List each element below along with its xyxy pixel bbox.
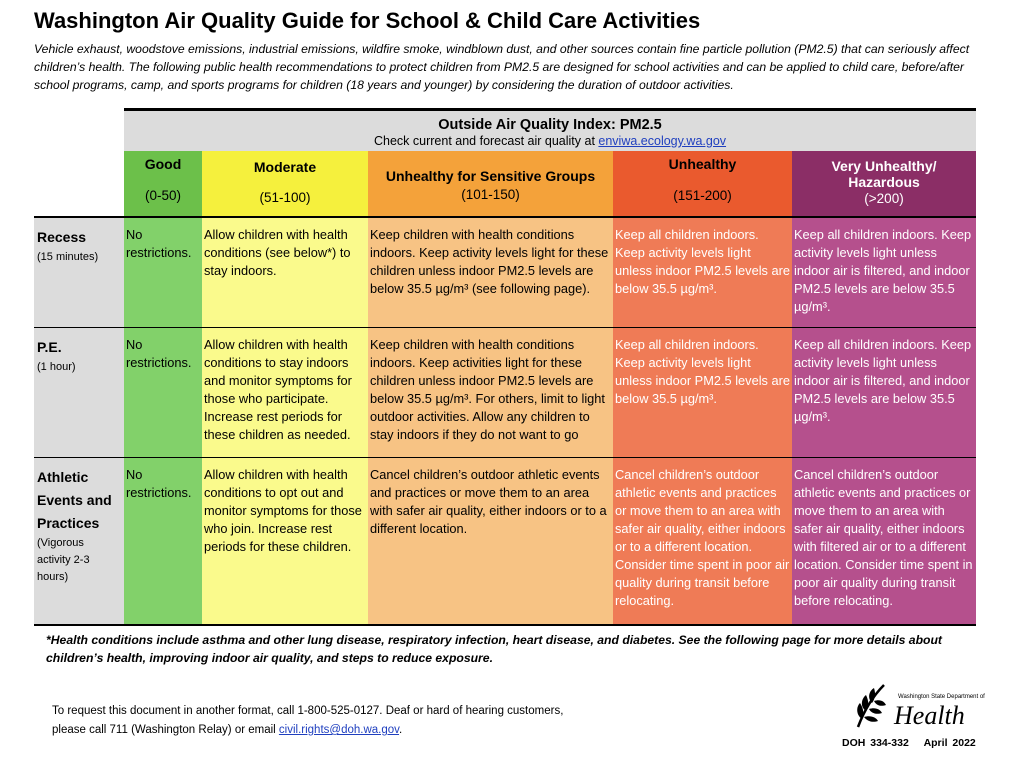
level-very-unhealthy-name: Very Unhealthy/ Hazardous [831,158,937,190]
cell-moderate: Allow children with health conditions (see below*) to stay indoors. [202,217,368,327]
cell-good: No restrictions. [124,327,202,457]
intro-line-3: before/after school programs, camp, and sports programs for children (18 years and younger) by considering the duration of outdoor activities. [34,60,964,92]
cell-very-unhealthy: Keep all children indoors. Keep activity levels light unless indoor air is filtered, and indoor PM2.5 levels are below 35.5 µg/m³. [792,217,976,327]
level-moderate-range: (51-100) [259,190,311,205]
cell-good: No restrictions. [124,217,202,327]
contact-line-1: To request this document in another format, call 1-800-525-0127. Deaf or hard of hearing customers, [52,705,564,717]
row-label-title: P.E. [37,338,62,355]
civil-rights-email-link[interactable]: civil.rights@doh.wa.gov [278,724,400,736]
cell-usg: Cancel children’s outdoor athletic events and practices or move them to an area with safer air quality, either indoors or to a different location. [368,457,613,625]
logo-health-word: Health [894,701,965,730]
cell-unhealthy: Cancel children’s outdoor athletic events and practices or move them to an area with safer air quality, either indoors or to a different location. Consider time spent in poor air quality during transit before relocating. [613,457,792,625]
cell-unhealthy: Keep all children indoors. Keep activity levels light unless indoor PM2.5 levels are below 35.5 µg/m³. [613,217,792,327]
contact-line-2-text: please call 711 (Washington Relay) or email [52,724,279,736]
row-label [34,217,124,327]
cell-usg: Keep children with health conditions indoors. Keep activity levels light for these children unless indoor PM2.5 levels are below 35.5 µg/m³ (see following page). [368,217,613,327]
air-quality-link[interactable]: enviwa.ecology.wa.gov [598,134,727,148]
row-recess [34,217,976,327]
logo-dept-text: Washington State Department of [898,694,985,700]
level-moderate-header [202,151,368,217]
table-subheading-text: Check current and forecast air quality at [373,134,599,148]
level-unhealthy-range: (151-200) [673,188,732,203]
cell-usg: Keep children with health conditions indoors. Keep activities light for these children unless indoor PM2.5 levels are below 35.5 µg/m³. For others, limit to light outdoor activities. Allow any children to stay indoors if they do not want to go [368,327,613,457]
health-conditions-footnote: *Health conditions include asthma and other lung disease, respiratory infection, heart disease, and diabetes. See the following page for more details about children’s health, improving indoor air quality, and steps to reduce exposure. [46,633,942,665]
table-corner [34,110,124,152]
table-heading-sub [124,133,976,148]
level-good-name: Good [144,156,182,172]
intro-paragraph [34,40,994,94]
table-heading [124,110,976,152]
cell-unhealthy: Keep all children indoors. Keep activity levels light unless indoor PM2.5 levels are below 35.5 µg/m³. [613,327,792,457]
row-pe [34,327,976,457]
row-label-sub: (1 hour) [37,360,76,373]
cell-moderate: Allow children with health conditions to stay indoors and monitor symptoms for those who participate. Increase rest periods for these children as needed. [202,327,368,457]
level-very-unhealthy-range: (>200) [864,191,904,206]
cell-moderate: Allow children with health conditions to opt out and monitor symptoms for those who join. Increase rest periods for these children. [202,457,368,625]
level-usg-name: Unhealthy for Sensitive Groups [385,168,596,184]
level-good-range: (0-50) [144,188,181,203]
row-label-title: Recess [37,229,87,245]
table-heading-title: Outside Air Quality Index: PM2.5 [438,117,662,133]
level-unhealthy-name: Unhealthy [668,156,737,172]
intro-line-2: affect children’s health. The following public health recommendations to protect children from PM2.5 are designed for school activities and can be applied to child care, [34,42,970,74]
level-unhealthy-header [613,151,792,217]
doc-number: DOH 334-332 [842,737,909,749]
level-moderate-name: Moderate [253,159,317,175]
contact-line-2 [52,721,612,740]
intro-line-1: Vehicle exhaust, woodstove emissions, industrial emissions, wildfire smoke, windblown dust, and other sources contain fine particle pollution (PM2.5) that can seriously [34,42,936,56]
wheat-feather-icon [852,681,892,731]
doh-logo [852,681,985,731]
row-label [34,457,124,625]
doc-date: April 2022 [923,737,976,749]
level-usg-header [368,151,613,217]
row-label [34,327,124,457]
contact-info [52,702,612,740]
row-athletic [34,457,976,625]
level-very-unhealthy-header [792,151,976,217]
cell-good: No restrictions. [124,457,202,625]
level-good-header [124,151,202,217]
aqi-guide-table [34,108,976,626]
page-title: Washington Air Quality Guide for School & Child Care Activities [34,8,701,33]
cell-very-unhealthy: Keep all children indoors. Keep activity levels light unless indoor air is filtered, and indoor PM2.5 levels are below 35.5 µg/m³. [792,327,976,457]
row-label-sub: (15 minutes) [37,251,99,263]
contact-line-2-end: . [399,724,403,736]
row-label-title: Athletic Events and Practices [37,468,112,531]
row-label-sub: (Vigorous activity 2-3 hours) [37,536,90,583]
document-id [842,737,976,749]
level-usg-range: (101-150) [461,187,520,202]
table-corner-2 [34,151,124,217]
cell-very-unhealthy: Cancel children’s outdoor athletic events and practices or move them to an area with safer air quality, either indoors with filtered air or to a different location. Consider time spent in poor air quality during transit before relocating. [792,457,976,625]
